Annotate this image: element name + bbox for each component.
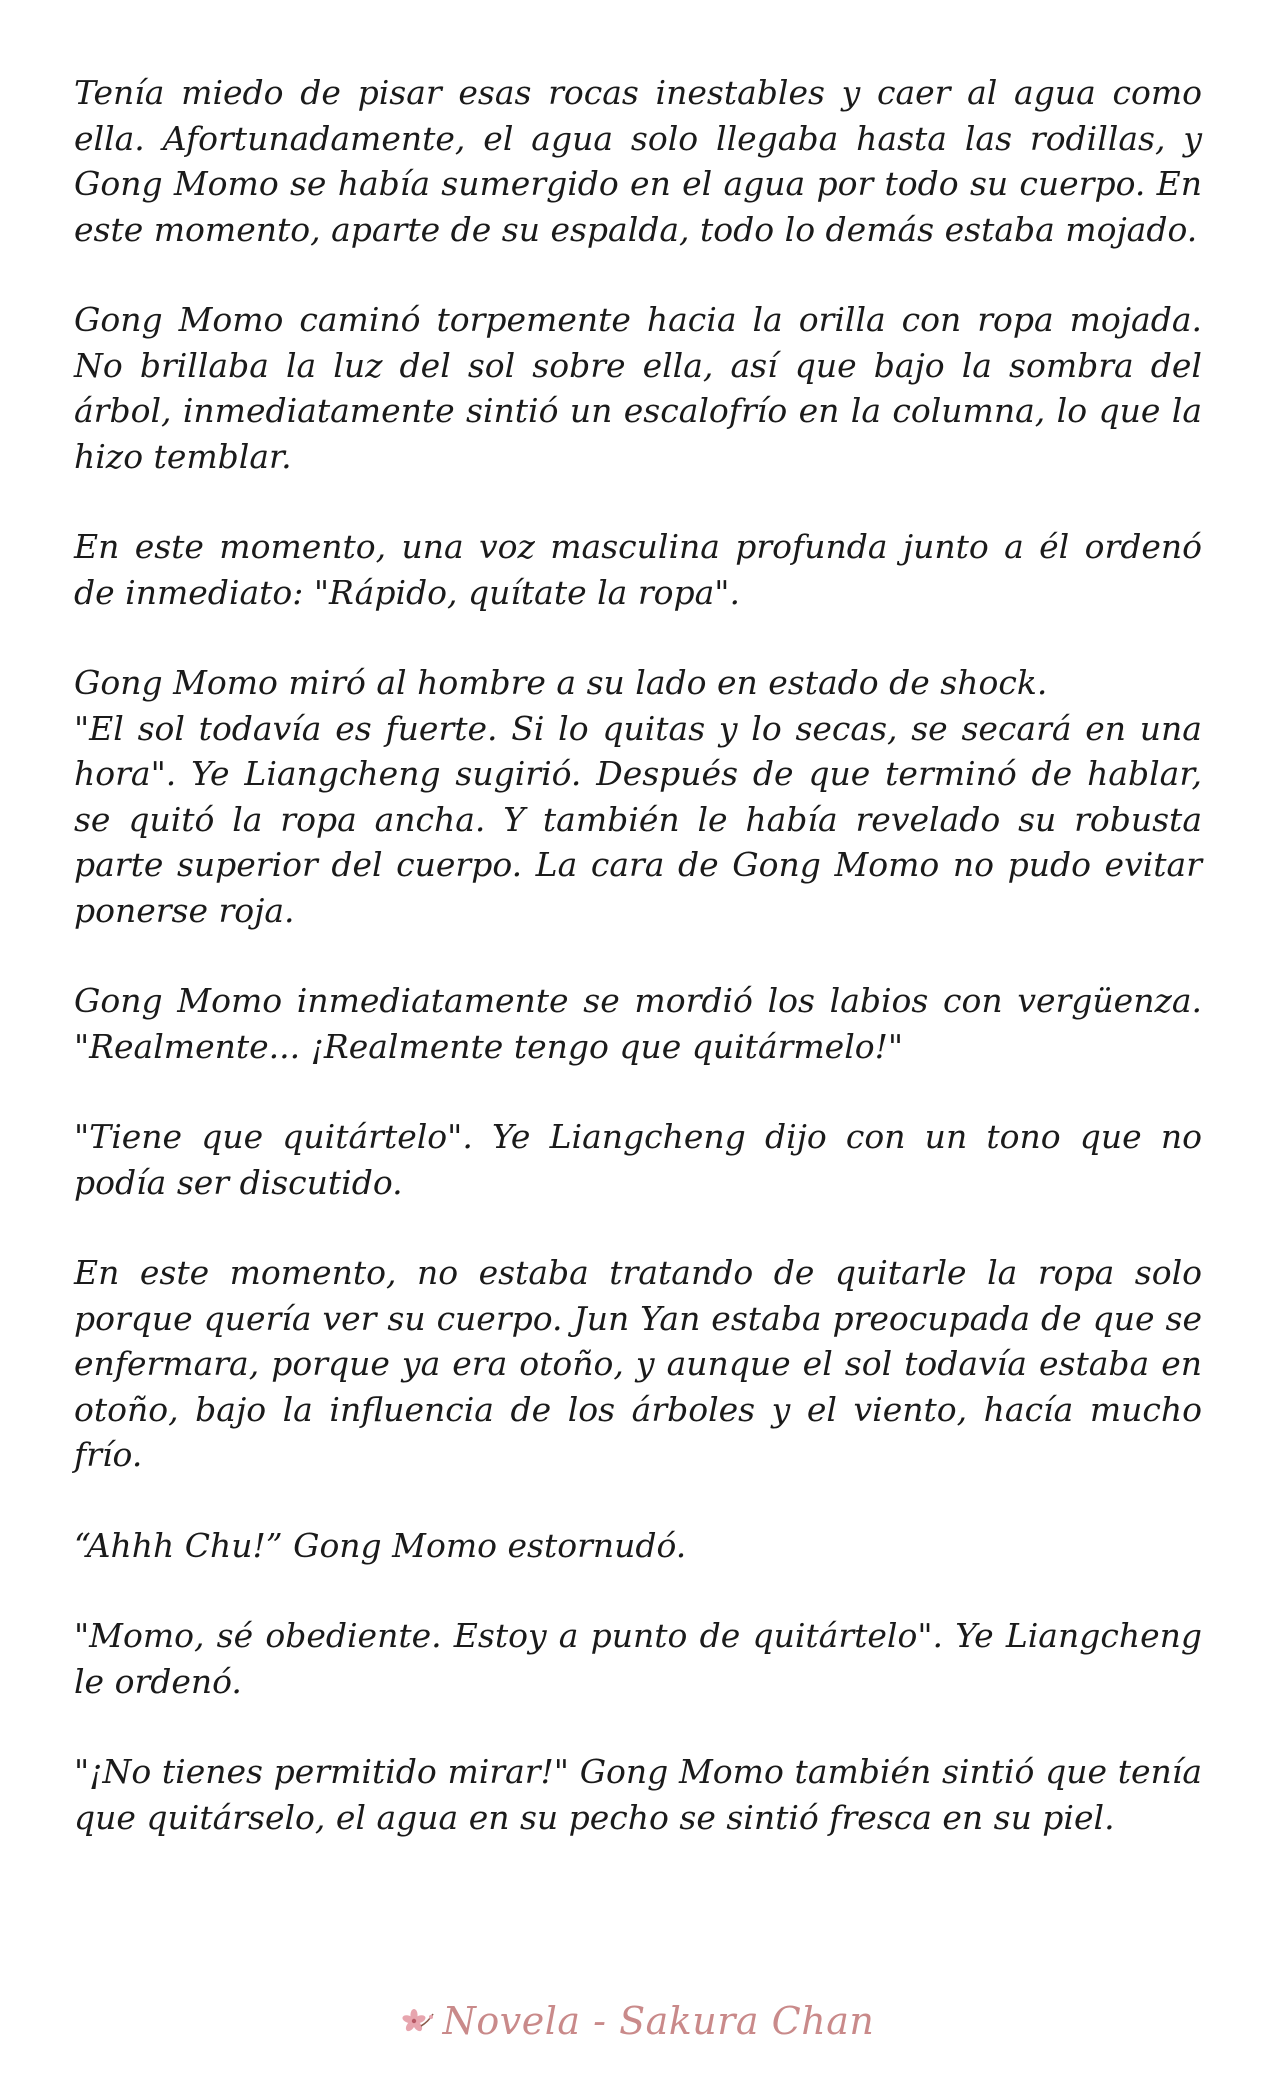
- paragraph-10: "Momo, sé obediente. Estoy a punto de quitártelo". Ye Liangcheng le ordenó.: [74, 1616, 1202, 1701]
- watermark: [0, 1996, 1275, 2046]
- paragraph-4: Gong Momo miró al hombre a su lado en estado de shock.: [74, 663, 1048, 702]
- paragraph-5: "El sol todavía es fuerte. Si lo quitas y lo secas, se secará en una hora". Ye Liangcheng sugirió. Después de que terminó de hablar, se quitó la ropa ancha. Y también le había revelado su robusta parte superior del cuerpo. La cara de Gong Momo no pudo evitar ponerse roja.: [74, 708, 1202, 930]
- paragraph-11: "¡No tienes permitido mirar!" Gong Momo también sintió que tenía que quitárselo, el agua en su pecho se sintió fresca en su piel.: [74, 1752, 1202, 1837]
- paragraph-3: En este momento, una voz masculina profunda junto a él ordenó de inmediato: "Rápido, quítate la ropa".: [74, 527, 1202, 612]
- paragraph-6: Gong Momo inmediatamente se mordió los labios con vergüenza. "Realmente... ¡Realmente tengo que quitármelo!": [74, 981, 1202, 1066]
- paragraph-1: Tenía miedo de pisar esas rocas inestables y caer al agua como ella. Afortunadamente, el agua solo llegaba hasta las rodillas, y Gong Momo se había sumergido en el agua por todo su cuerpo. En este momento, aparte de su espalda, todo lo demás estaba mojado.: [74, 73, 1202, 249]
- paragraph-2: Gong Momo caminó torpemente hacia la orilla con ropa mojada. No brillaba la luz del sol sobre ella, así que bajo la sombra del árbol, inmediatamente sintió un escalofrío en la columna, lo que la hizo temblar.: [74, 300, 1202, 476]
- paragraph-9: “Ahhh Chu!” Gong Momo estornudó.: [74, 1525, 687, 1565]
- paragraph-7: "Tiene que quitártelo". Ye Liangcheng dijo con un tono que no podía ser discutido.: [74, 1117, 1202, 1202]
- sakura-flower-icon: [401, 2006, 435, 2036]
- document-body: [74, 70, 1202, 1840]
- watermark-text: Novela - Sakura Chan: [442, 1999, 875, 2043]
- paragraph-8: En este momento, no estaba tratando de quitarle la ropa solo porque quería ver su cuerpo. Jun Yan estaba preocupada de que se enfermara, porque ya era otoño, y aunque el sol todavía estaba en otoño, bajo la influencia de los árboles y el viento, hacía mucho frío.: [74, 1253, 1202, 1474]
